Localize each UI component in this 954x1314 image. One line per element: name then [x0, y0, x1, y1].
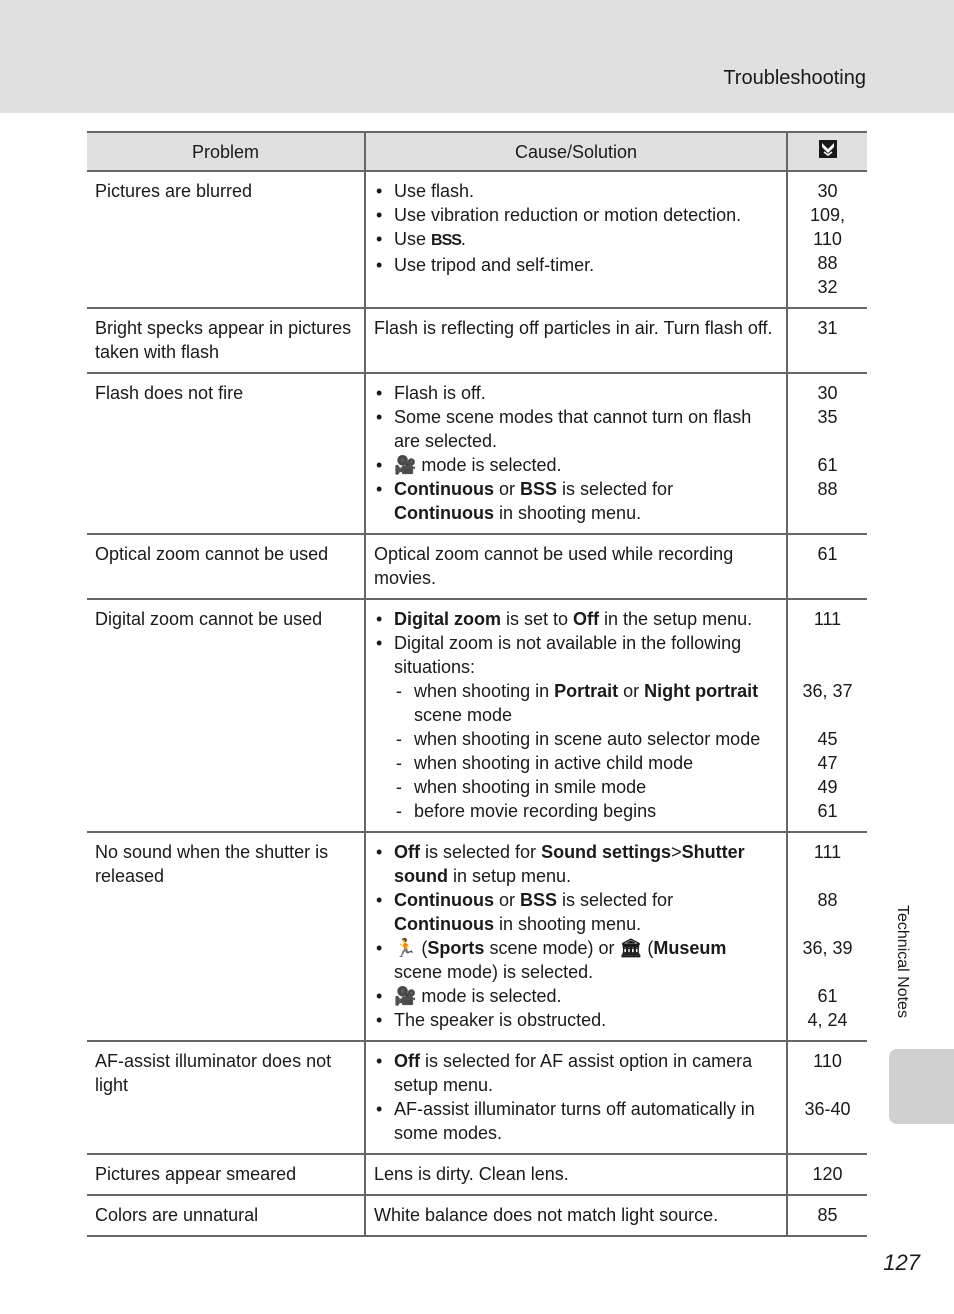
cause-cell: White balance does not match light source.: [365, 1195, 787, 1236]
page-number: 127: [883, 1250, 920, 1275]
movie-mode-icon: 🎥: [394, 455, 417, 475]
list-item: • Off is selected for Sound settings>Shutter sound in setup menu.: [374, 840, 778, 888]
table-row: [87, 171, 867, 308]
table-row: [87, 599, 867, 832]
list-item: • Use BSS.: [374, 227, 778, 253]
problem-cell: Colors are unnatural: [87, 1195, 365, 1236]
table-row: [87, 534, 867, 599]
cause-cell: Lens is dirty. Clean lens.: [365, 1154, 787, 1195]
cause-cell: Optical zoom cannot be used while recording movies.: [365, 534, 787, 599]
page-ref-cell: 30 109, 110 88 32: [787, 171, 867, 308]
cause-cell: [365, 373, 787, 534]
page-ref-cell: 111 36, 37 45 47 49 61: [787, 599, 867, 832]
table-row: [87, 832, 867, 1041]
list-item: • Flash is off.: [374, 381, 778, 405]
list-item: • Continuous or BSS is selected for Continuous in shooting menu.: [374, 477, 778, 525]
table-row: [87, 373, 867, 534]
list-item: • Use tripod and self-timer.: [374, 253, 778, 277]
chapter-tab: [889, 1049, 954, 1124]
museum-mode-icon: 🏛: [619, 938, 643, 958]
page-ref-cell: 111 88 36, 39 61 4, 24: [787, 832, 867, 1041]
sub-list-item: - before movie recording begins: [394, 799, 778, 823]
problem-cell: Flash does not fire: [87, 373, 365, 534]
list-item: • Use flash.: [374, 179, 778, 203]
problem-cell: Bright specks appear in pictures taken with flash: [87, 308, 365, 373]
page-ref-cell: 85: [787, 1195, 867, 1236]
movie-mode-icon: 🎥: [394, 986, 417, 1006]
sub-list-item: - when shooting in active child mode: [394, 751, 778, 775]
list-item: • 🏃 (Sports scene mode) or 🏛 (Museum scene mode) is selected.: [374, 936, 778, 984]
table-header-row: [87, 132, 867, 171]
header-cause-solution: Cause/Solution: [365, 132, 787, 171]
header-problem: Problem: [87, 132, 365, 171]
header-page-reference: [787, 132, 867, 171]
list-item: • 🎥 mode is selected.: [374, 453, 778, 477]
bss-mode-icon: BSS: [431, 232, 461, 249]
problem-cell: Pictures are blurred: [87, 171, 365, 308]
section-title: Troubleshooting: [723, 67, 866, 89]
header-band: [0, 0, 954, 113]
problem-cell: Digital zoom cannot be used: [87, 599, 365, 832]
list-item: • Use vibration reduction or motion detection.: [374, 203, 778, 227]
table-row: [87, 308, 867, 373]
list-item: • Some scene modes that cannot turn on flash are selected.: [374, 405, 778, 453]
troubleshooting-table: [87, 131, 867, 1237]
problem-cell: Pictures appear smeared: [87, 1154, 365, 1195]
table-row: [87, 1154, 867, 1195]
list-item: • AF-assist illuminator turns off automatically in some modes.: [374, 1097, 778, 1145]
page-ref-cell: 31: [787, 308, 867, 373]
page-ref-cell: 61: [787, 534, 867, 599]
cause-cell: [365, 171, 787, 308]
list-item: • Digital zoom is set to Off in the setup menu.: [374, 607, 778, 631]
cause-cell: Flash is reflecting off particles in air. Turn flash off.: [365, 308, 787, 373]
chapter-label: Technical Notes: [894, 905, 911, 1018]
sub-list-item: - when shooting in smile mode: [394, 775, 778, 799]
cause-cell: [365, 599, 787, 832]
table-row: [87, 1195, 867, 1236]
page-ref-cell: 30 35 61 88: [787, 373, 867, 534]
page-ref-cell: 120: [787, 1154, 867, 1195]
list-item: • 🎥 mode is selected.: [374, 984, 778, 1008]
table-row: [87, 1041, 867, 1154]
page-ref-cell: 110 36-40: [787, 1041, 867, 1154]
list-item: • Off is selected for AF assist option in camera setup menu.: [374, 1049, 778, 1097]
page-reference-icon: [818, 139, 838, 159]
problem-cell: No sound when the shutter is released: [87, 832, 365, 1041]
cause-cell: [365, 1041, 787, 1154]
problem-cell: AF-assist illuminator does not light: [87, 1041, 365, 1154]
sports-mode-icon: 🏃: [394, 938, 417, 958]
sub-list-item: - when shooting in Portrait or Night portrait scene mode: [394, 679, 778, 727]
cause-cell: [365, 832, 787, 1041]
problem-cell: Optical zoom cannot be used: [87, 534, 365, 599]
list-item: • Continuous or BSS is selected for Continuous in shooting menu.: [374, 888, 778, 936]
sub-list-item: - when shooting in scene auto selector mode: [394, 727, 778, 751]
list-item: • The speaker is obstructed.: [374, 1008, 778, 1032]
list-item: • Digital zoom is not available in the following situations: - when shooting in Portrait or Night portrait scene mode - when shooting in scene auto selector mode - when shooting in active child mode - when shooting in smile mode - before movie recording begins: [374, 631, 778, 823]
